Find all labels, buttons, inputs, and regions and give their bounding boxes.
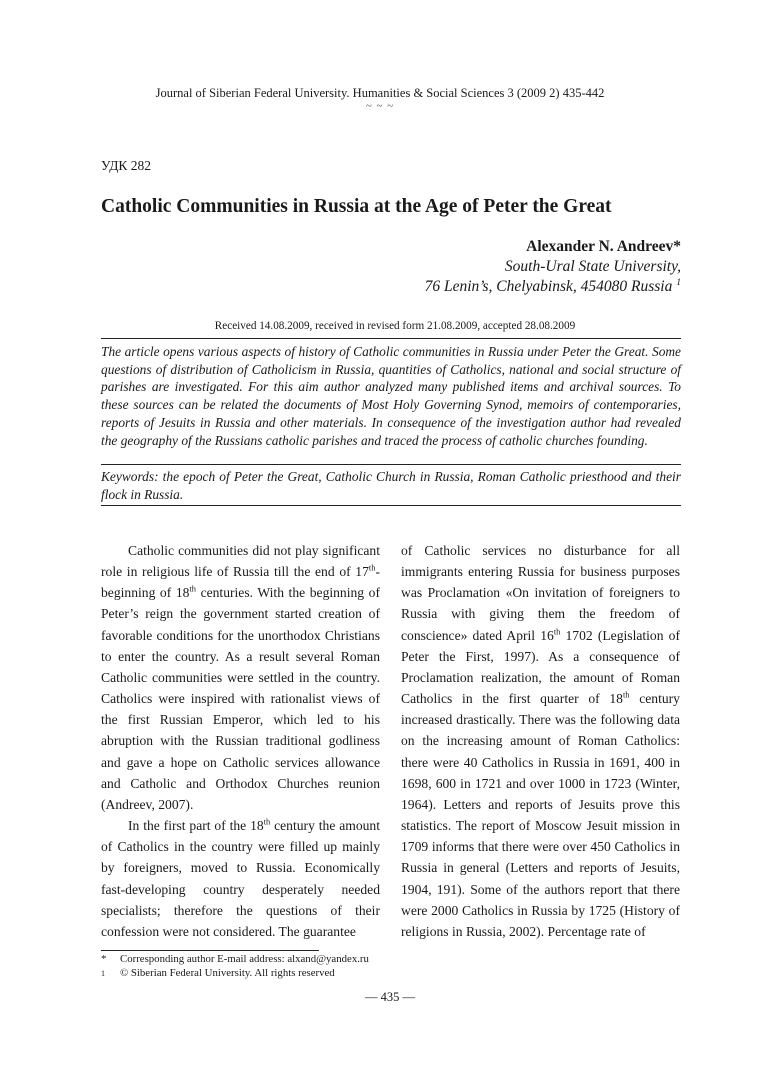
udk-code: УДК 282 [101,158,152,173]
body-paragraph-3: of Catholic services no disturbance for all immigrants entering Russia for business purposes was Proclamation «On invitation of foreigners to Russia with giving them the freedom of conscience» dated April 16th 1702 (Legislation of Peter the First, 1997). As a consequence of Proclamation realization, the amount of Roman Catholics in the first quarter of 18th century increased drastically. There was the following data on the increasing amount of Roman Catholics: there were 40 Catholics in Russia in 1691, 400 in 1698, 600 in 1721 and over 1000 in 1723 (Winter, 1964). Letters and reports of Jesuits prove this statistics. The report of Moscow Jesuit mission in 1709 informs that there were over 450 Catholics in Russia in general (Letters and reports of Jesuits, 1904, 191). Some of the authors report that there were 2000 Catholics in Russia by 1725 (History of religions in Russia, 2002). Percentage rate of [401,543,680,939]
body-column-left [101,540,380,942]
footnote-rule [101,950,319,951]
header-ornament: ~ ~ ~ [365,100,395,112]
author-block [425,237,681,297]
page-number: — 435 — [365,990,415,1004]
abstract-top-rule [101,338,681,339]
abstract: The article opens various aspects of history of Catholic communities in Russia under Peter the Great. Some questions of distribution of Catholicism in Russia, quantities of Catholics, national and social structure of parishes are investigated. For this aim author analyzed many published items and archival sources. To these sources can be related the documents of Most Holy Governing Synod, memoirs of contemporaries, reports of Jesuits in Russia and other materials. In consequence of the investigation author had revealed the geography of the Russians catholic parishes and traced the process of catholic churches founding. [101,344,681,448]
author-name: Alexander N. Andreev* [526,238,681,255]
author-affiliation-line1: South-Ural State University, [504,258,681,275]
affiliation-mark: 1 [676,276,681,288]
body-column-right [401,540,680,942]
author-affiliation-line2 [425,277,681,297]
keywords-bottom-rule [101,505,681,506]
keywords: Keywords: the epoch of Peter the Great, Catholic Church in Russia, Roman Catholic priesthood and their flock in Russia. [101,469,681,502]
journal-header: Journal of Siberian Federal University. Humanities & Social Sciences 3 (2009 2) 435-442 [155,86,605,100]
author-address: 76 Lenin’s, Chelyabinsk, 454080 Russia [424,278,673,295]
footnote-2: 1 © Siberian Federal University. All rights reserved [101,967,335,979]
footnote-1: * Corresponding author E-mail address: alxand@yandex.ru [101,953,369,965]
received-dates: Received 14.08.2009, received in revised form 21.08.2009, accepted 28.08.2009 [214,320,576,332]
body-paragraph-1: Catholic communities did not play significant role in religious life of Russia till the end of 17th-beginning of 18th centuries. With the beginning of Peter’s reign the government started creation of favorable conditions for the unorthodox Christians to enter the country. As a result several Roman Catholic communities were settled in the country. Catholics were inspired with rationalist views of the first Russian Emperor, which led to his abruption with the Russian traditional godliness and gave a hope on Catholic services allowance and Catholic and Orthodox Churches reunion (Andreev, 2007). [101,543,380,812]
article-title: Catholic Communities in Russia at the Age of Peter the Great [101,196,612,217]
abstract-divider-rule [101,464,681,465]
body-paragraph-2: In the first part of the 18th century the amount of Catholics in the country were filled up mainly by foreigners, moved to Russia. Economically fast-developing country desperately needed specialists; therefore the questions of their confession were not considered. The guarantee [101,816,380,939]
